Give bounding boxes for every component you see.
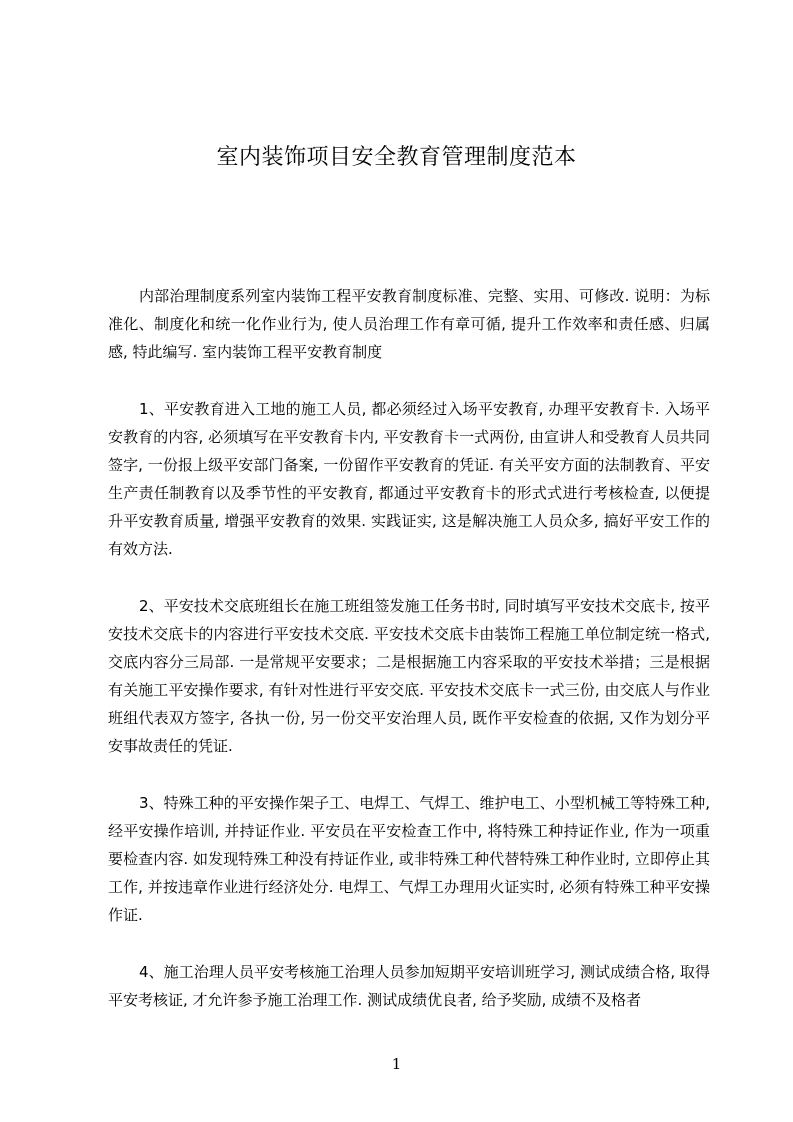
document-title: 室内装饰项目安全教育管理制度范本 [216, 145, 577, 170]
paragraph-special-trades: 3、特殊工种的平安操作架子工、电焊工、气焊工、维护电工、小型机械工等特殊工种, 经平安操作培训, 并持证作业. 平安员在平安检查工作中, 将特殊工种持证作业, 作为一项重要检查内容. 如发现特殊工种没有持证作业, 或非特殊工种代替特殊工种作业时, 立即停止其工作, 并按违章作业进行经济处分. 电焊工、气焊工办理用火证实时, 必须有特殊工种平安操作证. [108, 794, 710, 924]
page-number: 1 [391, 1055, 402, 1073]
paragraph-intro: 内部治理制度系列室内装饰工程平安教育制度标准、完整、实用、可修改. 说明：为标准化、制度化和统一化作业行为, 使人员治理工作有章可循, 提升工作效率和责任感、归属感, 特此编写. 室内装饰工程平安教育制度 [108, 287, 710, 361]
paragraph-technical-briefing: 2、平安技术交底班组长在施工班组签发施工任务书时, 同时填写平安技术交底卡, 按平安技术交底卡的内容进行平安技术交底. 平安技术交底卡由装饰工程施工单位制定统一格式, 交底内容分三局部. 一是常规平安要求；二是根据施工内容采取的平安技术举措；三是根据有关施工平安操作要求, 有针对性进行平安交底. 平安技术交底卡一式三份, 由交底人与作业班组代表双方签字, 各执一份, 另一份交平安治理人员, 既作平安检查的依据, 又作为划分平安事故责任的凭证. [108, 597, 710, 755]
document-body [108, 282, 710, 1043]
paragraph-safety-education: 1、平安教育进入工地的施工人员, 都必须经过入场平安教育, 办理平安教育卡. 入场平安教育的内容, 必须填写在平安教育卡内, 平安教育卡一式两份, 由宣讲人和受教育人员共同签字, 一份报上级平安部门备案, 一份留作平安教育的凭证. 有关平安方面的法制教育、平安生产责任制教育以及季节性的平安教育, 都通过平安教育卡的形式式进行考核检查, 以便提升平安教育质量, 增强平安教育的效果. 实践证实, 这是解决施工人员众多, 搞好平安工作的有效方法. [108, 400, 710, 558]
paragraph-staff-assessment: 4、施工治理人员平安考核施工治理人员参加短期平安培训班学习, 测试成绩合格, 取得平安考核证, 才允许参予施工治理工作. 测试成绩优良者, 给予奖励, 成绩不及格者 [108, 963, 710, 1009]
